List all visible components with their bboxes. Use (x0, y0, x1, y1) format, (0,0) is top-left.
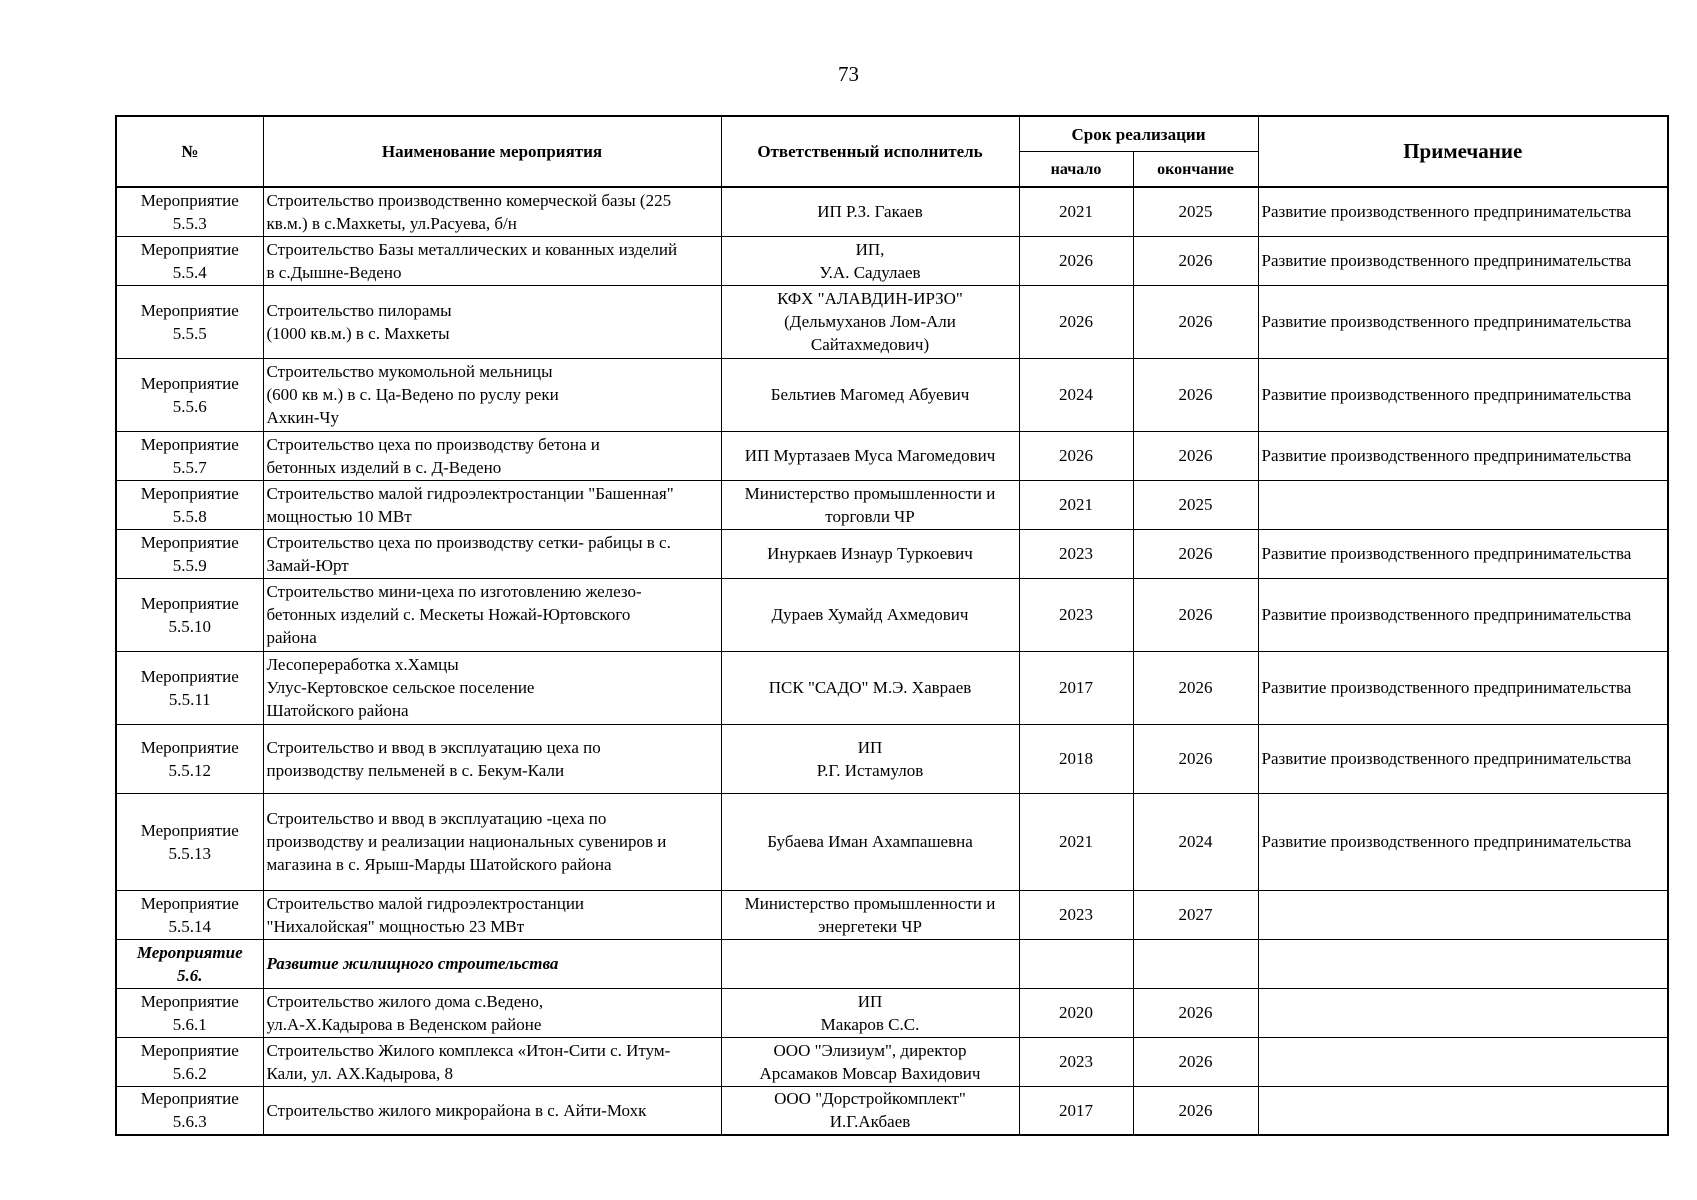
responsible-executor-line: ООО "Элизиум", директор (773, 1040, 967, 1060)
end-year: 2026 (1133, 358, 1258, 431)
measure-number-line: Мероприятие (140, 300, 239, 320)
measure-number (116, 793, 263, 890)
measure-number-line: Мероприятие (140, 991, 239, 1011)
table-row (116, 793, 1668, 890)
measure-name (263, 236, 721, 285)
responsible-executor (721, 578, 1019, 651)
measure-number-line: 5.5.9 (172, 555, 207, 575)
start-year: 2017 (1019, 1086, 1133, 1135)
responsible-executor (721, 1037, 1019, 1086)
table-row (116, 939, 1668, 988)
note-cell: Развитие производственного предпринимательства (1258, 578, 1668, 651)
measure-name (263, 939, 721, 988)
measure-name (263, 988, 721, 1037)
end-year: 2024 (1133, 793, 1258, 890)
responsible-executor-line: Бельтиев Магомед Абуевич (770, 385, 970, 404)
measure-number (116, 988, 263, 1037)
measure-name (263, 578, 721, 651)
measure-name-line: Строительство производственно комерческой базы (225 (266, 190, 672, 210)
responsible-executor-line: (Дельмуханов Лом-Али (784, 312, 956, 331)
measure-name-line: мощностью 10 МВт (266, 506, 412, 526)
header-end: окончание (1133, 152, 1258, 188)
header-start: начало (1019, 152, 1133, 188)
measure-name-line: Строительство Жилого комплекса «Итон-Сити с. Итум- (266, 1040, 671, 1060)
measure-number-line: 5.5.4 (172, 262, 207, 282)
measure-name-line: магазина в с. Ярыш-Марды Шатойского района (266, 855, 612, 874)
table-row (116, 236, 1668, 285)
measure-name-line: "Нихалойская" мощностью 23 МВт (266, 916, 525, 936)
measure-name-line: Ахкин-Чу (266, 408, 339, 427)
measure-number-line: 5.5.12 (168, 760, 211, 780)
measure-name (263, 793, 721, 890)
responsible-executor-line: ИП (857, 737, 883, 757)
responsible-executor-line: Бубаева Иман Ахампашевна (767, 832, 973, 851)
note-cell: Развитие производственного предпринимательства (1258, 187, 1668, 236)
measure-name-line: Лесопереработка х.Хамцы (266, 655, 459, 674)
table-row (116, 578, 1668, 651)
measure-number (116, 1037, 263, 1086)
measure-number (116, 939, 263, 988)
responsible-executor (721, 1086, 1019, 1135)
start-year (1019, 939, 1133, 988)
measure-name-line: Шатойского района (266, 701, 409, 720)
measure-name-line: кв.м.) в с.Махкеты, ул.Расуева, б/н (266, 213, 517, 233)
measure-number-line: 5.6.1 (172, 1014, 207, 1034)
measure-number (116, 285, 263, 358)
end-year: 2026 (1133, 1037, 1258, 1086)
measure-number (116, 480, 263, 529)
note-cell: Развитие производственного предпринимательства (1258, 431, 1668, 480)
measure-number-line: Мероприятие (140, 532, 239, 552)
header-name: Наименование мероприятия (263, 116, 721, 187)
measure-name-line: Строительство малой гидроэлектростанции "Башенная" (266, 483, 674, 503)
measure-number-line: 5.5.14 (168, 916, 211, 936)
responsible-executor-line: Инуркаев Изнаур Туркоевич (767, 544, 973, 563)
table-row (116, 988, 1668, 1037)
responsible-executor (721, 480, 1019, 529)
measure-number-line: 5.5.13 (168, 843, 211, 863)
measure-number (116, 1086, 263, 1135)
start-year: 2023 (1019, 578, 1133, 651)
measure-name-line: Развитие жилищного строительства (266, 954, 559, 973)
measure-number-line: 5.5.10 (168, 616, 211, 636)
measure-name-line: Улус-Кертовское сельское поселение (266, 678, 535, 697)
responsible-executor (721, 939, 1019, 988)
measure-number-line: Мероприятие (140, 820, 239, 840)
measure-name (263, 724, 721, 793)
responsible-executor-line: У.А. Садулаев (819, 262, 921, 282)
measure-name (263, 358, 721, 431)
start-year: 2023 (1019, 529, 1133, 578)
responsible-executor (721, 651, 1019, 724)
measures-table (115, 115, 1669, 1136)
note-cell: Развитие производственного предпринимательства (1258, 724, 1668, 793)
responsible-executor-line: Макаров С.С. (820, 1014, 920, 1034)
measure-name-line: Строительство и ввод в эксплуатацию цеха по (266, 737, 601, 757)
note-cell (1258, 480, 1668, 529)
responsible-executor (721, 724, 1019, 793)
measure-number-line: 5.5.5 (172, 323, 207, 343)
start-year: 2017 (1019, 651, 1133, 724)
table-row (116, 724, 1668, 793)
note-cell (1258, 890, 1668, 939)
responsible-executor-line: И.Г.Акбаев (829, 1112, 911, 1132)
end-year (1133, 939, 1258, 988)
responsible-executor-line: Министерство промышленности и (744, 483, 996, 503)
responsible-executor-line: ИП (857, 991, 883, 1011)
measure-number-line: Мероприятие (140, 373, 239, 393)
note-cell: Развитие производственного предпринимательства (1258, 793, 1668, 890)
responsible-executor-line: Министерство промышленности и (744, 893, 996, 913)
responsible-executor (721, 285, 1019, 358)
table-row (116, 651, 1668, 724)
table-row (116, 187, 1668, 236)
measure-number-line: 5.6.3 (172, 1112, 207, 1132)
responsible-executor (721, 187, 1019, 236)
measure-number (116, 724, 263, 793)
table-row (116, 529, 1668, 578)
measure-name-line: производству и реализации национальных сувениров и (266, 832, 667, 851)
responsible-executor-line: торговли ЧР (825, 506, 915, 526)
start-year: 2021 (1019, 480, 1133, 529)
measure-name-line: Строительство цеха по производству бетона и (266, 434, 600, 454)
header-period: Срок реализации (1019, 116, 1258, 152)
measure-name (263, 480, 721, 529)
responsible-executor (721, 890, 1019, 939)
start-year: 2026 (1019, 236, 1133, 285)
measure-name-line: Строительство мини-цеха по изготовлению железо- (266, 582, 642, 601)
measure-number-line: Мероприятие (140, 434, 239, 454)
note-cell (1258, 1086, 1668, 1135)
end-year: 2026 (1133, 1086, 1258, 1135)
responsible-executor-line: ИП Муртазаев Муса Магомедович (744, 446, 996, 465)
end-year: 2026 (1133, 431, 1258, 480)
responsible-executor-line: Сайтахмедович) (810, 335, 930, 354)
end-year: 2026 (1133, 988, 1258, 1037)
start-year: 2026 (1019, 285, 1133, 358)
measure-number (116, 187, 263, 236)
measure-name-line: района (266, 628, 317, 647)
measure-name-line: (1000 кв.м.) в с. Махкеты (266, 323, 450, 343)
responsible-executor (721, 793, 1019, 890)
measure-number-line: 5.5.8 (172, 506, 207, 526)
measure-number-line: Мероприятие (140, 666, 239, 686)
measure-number (116, 890, 263, 939)
measure-name (263, 285, 721, 358)
end-year: 2026 (1133, 578, 1258, 651)
responsible-executor (721, 236, 1019, 285)
responsible-executor (721, 431, 1019, 480)
measure-number-line: Мероприятие (140, 737, 239, 757)
responsible-executor-line: энергетеки ЧР (818, 916, 922, 936)
measure-name-line: Строительство мукомольной мельницы (266, 362, 553, 381)
measure-number-line: Мероприятие (140, 483, 239, 503)
note-cell (1258, 939, 1668, 988)
start-year: 2021 (1019, 187, 1133, 236)
measure-number-line: 5.6. (177, 965, 203, 985)
responsible-executor-line: Р.Г. Истамулов (816, 760, 924, 780)
responsible-executor-line: ИП, (855, 239, 885, 259)
end-year: 2026 (1133, 285, 1258, 358)
measure-name-line: Строительство цеха по производству сетки- рабицы в с. (266, 532, 671, 552)
note-cell: Развитие производственного предпринимательства (1258, 236, 1668, 285)
responsible-executor-line: Дураев Хумайд Ахмедович (771, 605, 969, 624)
start-year: 2018 (1019, 724, 1133, 793)
measure-number (116, 651, 263, 724)
table-row (116, 431, 1668, 480)
note-cell: Развитие производственного предпринимательства (1258, 285, 1668, 358)
responsible-executor-line: ИП Р.З. Гакаев (817, 202, 923, 222)
responsible-executor-line: ПСК "САДО" М.Э. Хавраев (768, 678, 972, 697)
table-row (116, 890, 1668, 939)
responsible-executor-line: Арсамаков Мовсар Вахидович (759, 1063, 981, 1083)
start-year: 2023 (1019, 1037, 1133, 1086)
measure-name-line: бетонных изделий в с. Д-Ведено (266, 457, 502, 477)
start-year: 2024 (1019, 358, 1133, 431)
measure-name-line: ул.А-Х.Кадырова в Веденском районе (266, 1014, 542, 1034)
note-cell (1258, 1037, 1668, 1086)
note-cell: Развитие производственного предпринимательства (1258, 358, 1668, 431)
responsible-executor-line: ООО "Дорстройкомплект" (774, 1089, 966, 1109)
start-year: 2023 (1019, 890, 1133, 939)
measure-number-line: 5.5.3 (172, 213, 207, 233)
table-row (116, 1086, 1668, 1135)
header-num: № (116, 116, 263, 187)
measure-name (263, 529, 721, 578)
responsible-executor (721, 988, 1019, 1037)
table-row (116, 1037, 1668, 1086)
measure-name-line: Строительство жилого микрорайона в с. Айти-Мохк (266, 1100, 647, 1120)
responsible-executor (721, 529, 1019, 578)
end-year: 2027 (1133, 890, 1258, 939)
page-number: 73 (838, 62, 859, 86)
measure-number-line: Мероприятие (140, 893, 239, 913)
measure-number-line: Мероприятие (140, 1089, 239, 1109)
measure-number (116, 358, 263, 431)
table-row (116, 480, 1668, 529)
note-cell (1258, 988, 1668, 1037)
measure-number-line: Мероприятие (140, 239, 239, 259)
measure-name (263, 890, 721, 939)
measure-name (263, 187, 721, 236)
measure-number (116, 529, 263, 578)
measure-name (263, 1037, 721, 1086)
responsible-executor (721, 358, 1019, 431)
end-year: 2025 (1133, 187, 1258, 236)
measure-number-line: Мероприятие (140, 593, 239, 613)
measure-number (116, 431, 263, 480)
measure-number (116, 578, 263, 651)
measure-number-line: Мероприятие (140, 190, 239, 210)
end-year: 2026 (1133, 529, 1258, 578)
responsible-executor-line: КФХ "АЛАВДИН-ИРЗО" (777, 289, 963, 308)
measure-name (263, 1086, 721, 1135)
measure-number-line: 5.5.7 (172, 457, 207, 477)
measure-number-line: 5.5.6 (172, 396, 207, 416)
measure-name-line: (600 кв м.) в с. Ца-Ведено по руслу реки (266, 385, 559, 404)
measure-number (116, 236, 263, 285)
end-year: 2026 (1133, 651, 1258, 724)
header-note: Примечание (1258, 116, 1668, 187)
measure-number-line: Мероприятие (140, 1040, 239, 1060)
measure-number-line: 5.5.11 (168, 689, 211, 709)
measure-number-line: 5.6.2 (172, 1063, 207, 1083)
measure-name-line: Строительство Базы металлических и кованных изделий (266, 239, 678, 259)
measure-name-line: Замай-Юрт (266, 555, 349, 575)
measure-name (263, 431, 721, 480)
table-body (116, 187, 1668, 1135)
measure-name-line: Кали, ул. АХ.Кадырова, 8 (266, 1063, 454, 1083)
header-executor: Ответственный исполнитель (721, 116, 1019, 187)
measure-name-line: Строительство пилорамы (266, 300, 452, 320)
start-year: 2020 (1019, 988, 1133, 1037)
table-row (116, 285, 1668, 358)
table-row (116, 358, 1668, 431)
measure-name-line: в с.Дышне-Ведено (266, 262, 402, 282)
note-cell: Развитие производственного предпринимательства (1258, 651, 1668, 724)
end-year: 2026 (1133, 236, 1258, 285)
measure-number-line: Мероприятие (136, 942, 243, 962)
end-year: 2026 (1133, 724, 1258, 793)
measure-name (263, 651, 721, 724)
start-year: 2021 (1019, 793, 1133, 890)
end-year: 2025 (1133, 480, 1258, 529)
measure-name-line: Строительство жилого дома с.Ведено, (266, 991, 544, 1011)
measure-name-line: Строительство малой гидроэлектростанции (266, 893, 585, 913)
note-cell: Развитие производственного предпринимательства (1258, 529, 1668, 578)
measure-name-line: производству пельменей в с. Бекум-Кали (266, 760, 565, 780)
start-year: 2026 (1019, 431, 1133, 480)
measure-name-line: бетонных изделий с. Мескеты Ножай-Юртовского (266, 605, 631, 624)
measure-name-line: Строительство и ввод в эксплуатацию -цеха по (266, 809, 607, 828)
